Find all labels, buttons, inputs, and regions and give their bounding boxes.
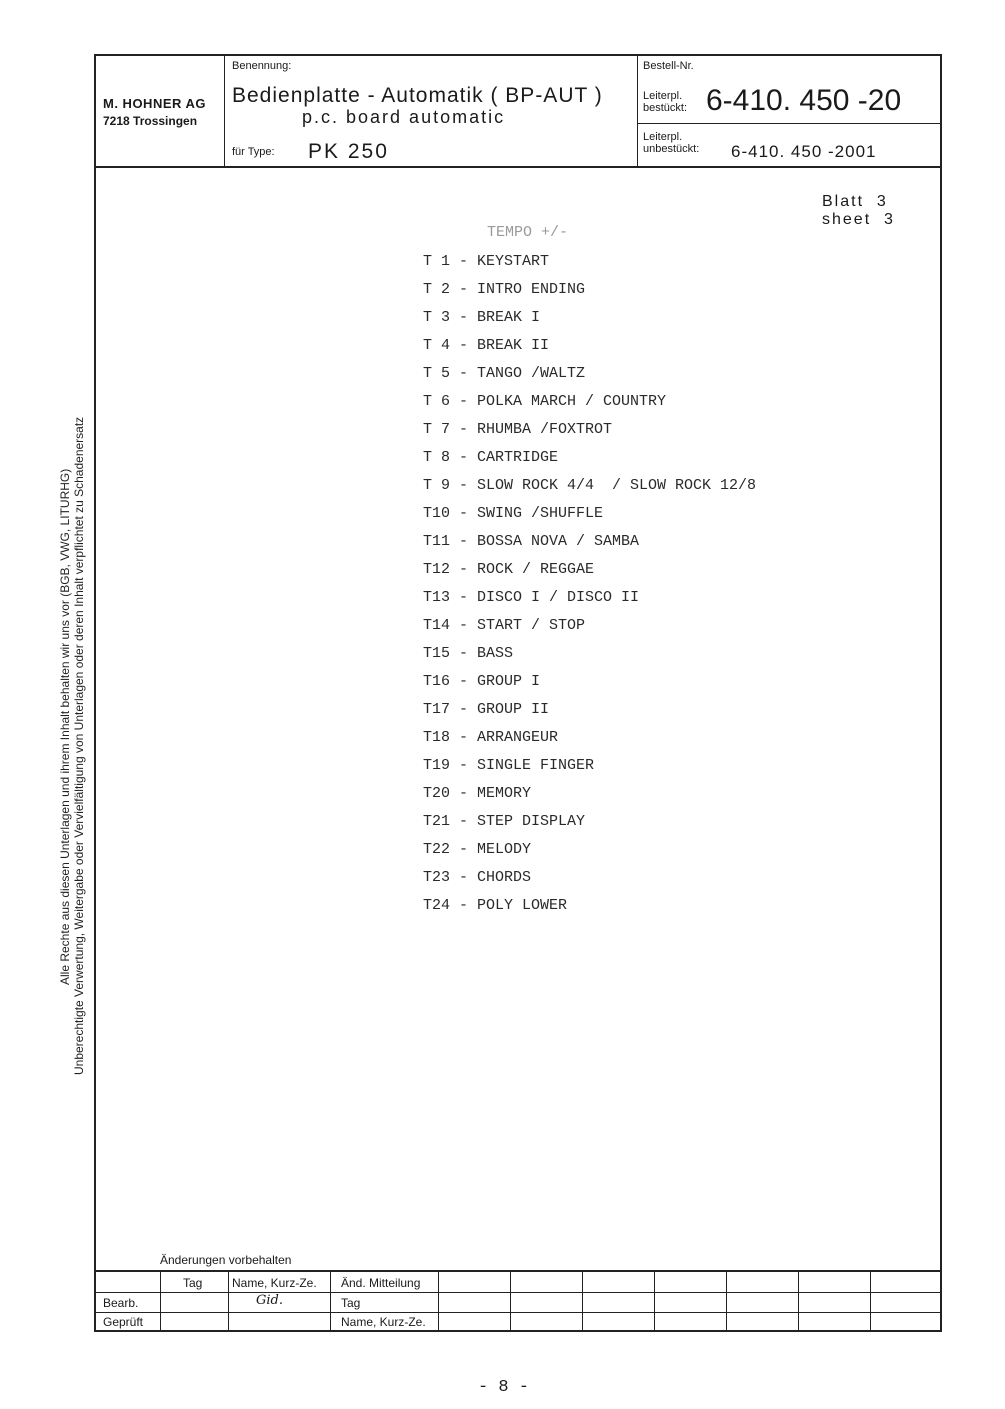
list-item: T20 - MEMORY [423, 785, 532, 802]
list-item: T19 - SINGLE FINGER [423, 757, 595, 774]
title-block-divider-3 [638, 123, 941, 124]
bestueckt-label-line1: Leiterpl. [643, 90, 683, 102]
title-english: p.c. board automatic [302, 107, 506, 127]
list-item: T 5 - TANGO /WALTZ [423, 365, 586, 382]
revision-table-col-3 [330, 1271, 331, 1331]
benennung-label: Benennung: [232, 60, 292, 72]
list-item: T 3 - BREAK I [423, 309, 541, 326]
list-item: T14 - START / STOP [423, 617, 586, 634]
title-block-divider-1 [224, 55, 225, 166]
list-item: T17 - GROUP II [423, 701, 550, 718]
revision-table-col-4 [438, 1271, 439, 1331]
page-number: - 8 - [478, 1378, 530, 1397]
row-geprueft: Geprüft [103, 1315, 144, 1329]
revision-table-rule-1 [95, 1270, 941, 1272]
list-item: T13 - DISCO I / DISCO II [423, 589, 640, 606]
part-number-equipped: 6-410. 450 -20 [706, 84, 902, 117]
revision-table-col-7 [654, 1271, 655, 1331]
part-number-unequipped: 6-410. 450 -2001 [731, 142, 877, 161]
revision-table-col-2 [228, 1271, 229, 1331]
list-heading: TEMPO +/- [487, 224, 569, 241]
bestueckt-label-line2: bestückt: [643, 102, 688, 114]
type-value: PK 250 [308, 140, 389, 163]
list-item: T 9 - SLOW ROCK 4/4 / SLOW ROCK 12/8 [423, 477, 757, 494]
list-item: T23 - CHORDS [423, 869, 532, 886]
legal-notice-line1: Alle Rechte aus diesen Unterlagen und ihrem Inhalt behalten wir uns vor (BGB, VWG, LITURHG) [58, 468, 72, 985]
sheet-number [822, 193, 895, 229]
list-item: T15 - BASS [423, 645, 514, 662]
revision-table-col-8 [726, 1271, 727, 1331]
list-item: T22 - MELODY [423, 841, 532, 858]
tag-label-2: Tag [341, 1296, 361, 1310]
legal-notice-line2: Unberechtigte Verwertung, Weitergabe oder Vervielfältigung von Unterlagen oder deren Inhalt verpflichtet zu Schadenersatz [72, 416, 86, 1075]
revision-table-rule-2 [95, 1292, 941, 1293]
list-item: T 6 - POLKA MARCH / COUNTRY [423, 393, 667, 410]
list-item: T 8 - CARTRIDGE [423, 449, 559, 466]
sheet-number-en: sheet 3 [822, 211, 895, 228]
list-item: T 4 - BREAK II [423, 337, 550, 354]
key-list [423, 248, 756, 920]
company-city: 7218 Trossingen [103, 114, 198, 128]
bearb-signature: Gid. [256, 1293, 283, 1308]
title-block-divider-2 [637, 55, 638, 166]
revision-table-col-10 [870, 1271, 871, 1331]
unbestueckt-label-line1: Leiterpl. [643, 131, 683, 143]
revision-table-col-9 [798, 1271, 799, 1331]
header-aend-mitteilung: Änd. Mitteilung [341, 1276, 421, 1290]
list-item: T12 - ROCK / REGGAE [423, 561, 595, 578]
title-block-divider [94, 166, 942, 168]
list-item: T24 - POLY LOWER [423, 897, 568, 914]
bestueckt-label [643, 90, 687, 114]
revision-table-rule-3 [95, 1312, 941, 1313]
row-bearb: Bearb. [103, 1296, 139, 1310]
list-item: T16 - GROUP I [423, 673, 541, 690]
unbestueckt-label-line2: unbestückt: [643, 143, 700, 155]
title-german: Bedienplatte - Automatik ( BP-AUT ) [232, 84, 603, 107]
revision-table-col-5 [510, 1271, 511, 1331]
list-item: T18 - ARRANGEUR [423, 729, 559, 746]
unbestueckt-label [643, 131, 699, 155]
changes-note: Änderungen vorbehalten [160, 1253, 292, 1267]
header-tag: Tag [183, 1276, 203, 1290]
revision-table-col-1 [160, 1271, 161, 1331]
sheet-number-de: Blatt 3 [822, 193, 888, 210]
list-item: T10 - SWING /SHUFFLE [423, 505, 604, 522]
name-label-2: Name, Kurz-Ze. [341, 1315, 426, 1329]
list-item: T21 - STEP DISPLAY [423, 813, 586, 830]
revision-table-col-6 [582, 1271, 583, 1331]
header-name: Name, Kurz-Ze. [232, 1276, 317, 1290]
company-name: M. HOHNER AG [103, 96, 207, 111]
list-item: T 2 - INTRO ENDING [423, 281, 586, 298]
list-item: T11 - BOSSA NOVA / SAMBA [423, 533, 640, 550]
list-item: T 7 - RHUMBA /FOXTROT [423, 421, 613, 438]
bestell-nr-label: Bestell-Nr. [643, 60, 694, 72]
type-label: für Type: [232, 146, 275, 158]
list-item: T 1 - KEYSTART [423, 253, 550, 270]
